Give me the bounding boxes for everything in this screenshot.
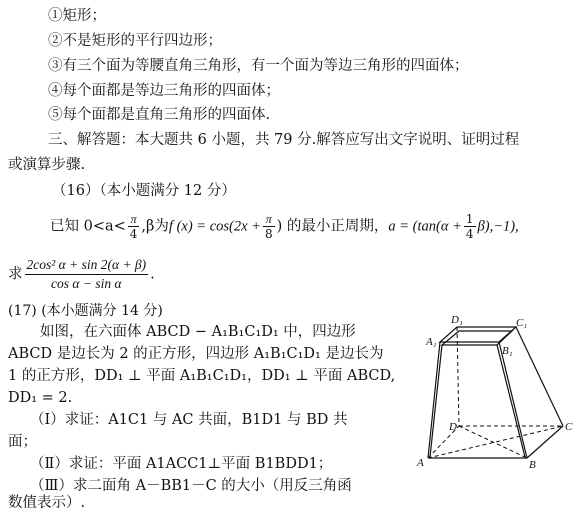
q17-line-1: 如图，在六面体 ABCD − A₁B₁C₁D₁ 中，四边形 (40, 324, 356, 340)
one-over-4: $\frac{1}{4}$ (465, 212, 474, 241)
q17-line-4: DD₁ = 2. (8, 390, 73, 406)
label-D: D (449, 421, 457, 433)
q16-ask-label: 求 (8, 266, 23, 283)
a-expr: a = (tan(α + (388, 218, 462, 235)
edge-BC (527, 426, 563, 458)
q16-text-b: ,β为 (141, 218, 169, 235)
q17-part-3: （Ⅲ）求二面角 A－BB1－C 的大小（用反三角函 (30, 478, 352, 494)
q17-part-3-cont: 数值表示）. (8, 495, 86, 511)
q16-text-c: ) 的最小正周期， (276, 218, 389, 235)
beta-part: β),−1), (477, 218, 519, 235)
label-C1: C₁ (516, 317, 528, 329)
q17-line-3: 1 的正方形，DD₁ ⊥ 平面 A₁B₁C₁D₁，DD₁ ⊥ 平面 ABCD, (8, 368, 396, 384)
q17-part-1-cont: 面； (8, 434, 37, 450)
f-expr: f (x) = cos(2x + (168, 218, 261, 235)
section-heading-cont: 或演算步骤. (8, 157, 86, 173)
section-heading: 三、解答题：本大题共 6 小题，共 79 分.解答应写出文字说明、证明过程 (48, 132, 520, 148)
q17-line-2: ABCD 是边长为 2 的正方形，四边形 A₁B₁C₁D₁ 是边长为 (8, 346, 384, 362)
q16-text-a: 已知 0<a< (50, 218, 126, 235)
option-1: ①矩形； (48, 8, 106, 24)
option-2: ②不是矩形的平行四边形； (48, 33, 222, 49)
q16-fraction: $\frac{\text{2cos² α + sin 2(α + β)}}{\text{cos α − sin α}}$ (26, 257, 147, 291)
q17-part-2: （Ⅱ）求证：平面 A1ACC1⊥平面 B1BDD1； (30, 456, 333, 472)
q16-label: （16）（本小题满分 12 分） (52, 183, 236, 199)
pi-over-4: $\frac{\pi}{4}$ (129, 212, 138, 241)
option-5: ⑤每个面都是直角三角形的四面体. (48, 107, 271, 123)
edge-CC1 (516, 327, 563, 426)
label-A: A (417, 457, 424, 469)
option-3: ③有三个面为等腰直角三角形，有一个面为等边三角形的四面体； (48, 58, 469, 74)
q17-label: (17) (本小题满分 14 分) (8, 303, 163, 319)
option-4: ④每个面都是等边三角形的四面体； (48, 83, 280, 99)
q16-ask: 求 $\frac{\text{2cos² α + sin 2(α + β)}}{\text{cos α − sin α}}$ . (8, 257, 155, 291)
pi-over-8: $\frac{\pi}{8}$ (264, 212, 273, 241)
label-D1: D₁ (451, 314, 463, 326)
label-B: B (529, 459, 536, 471)
label-A1: A₁ (426, 336, 437, 348)
label-C: C (565, 421, 573, 433)
label-B1: B₁ (502, 345, 513, 357)
diag-BD (459, 426, 527, 458)
q17-part-1: （Ⅰ）求证：A1C1 与 AC 共面，B1D1 与 BD 共 (30, 412, 348, 428)
top-face (440, 327, 516, 342)
edge-AA1 (428, 342, 440, 458)
